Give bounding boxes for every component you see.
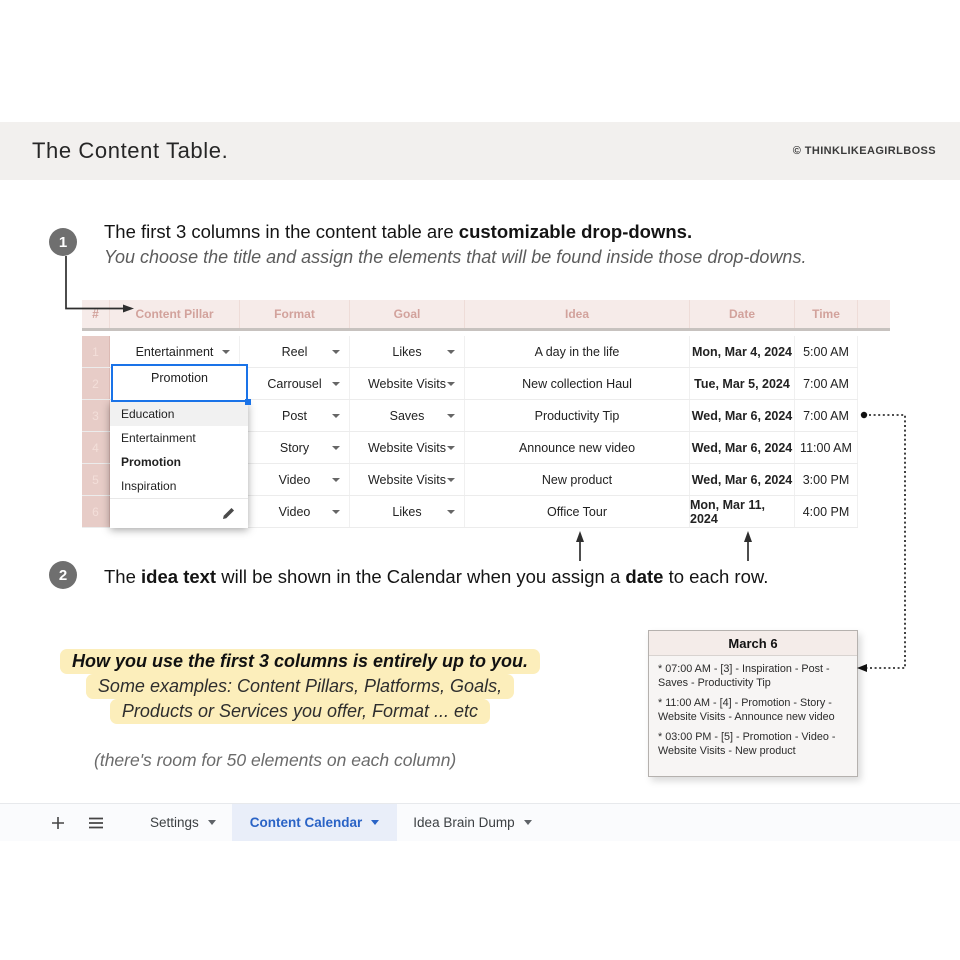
dropdown-option-entertainment[interactable]: Entertainment [121, 431, 196, 445]
caret-down-icon [332, 446, 340, 450]
row-number-cell: 4 [82, 432, 110, 463]
header-cell-number: # [82, 300, 110, 328]
time-cell[interactable]: 5:00 AM [795, 336, 858, 367]
plus-icon [51, 816, 65, 830]
cell-text: Story [279, 440, 310, 455]
idea-cell[interactable]: Announce new video [465, 432, 690, 463]
cell-text: Saves [389, 408, 425, 423]
caret-down-icon [447, 446, 455, 450]
step-2-part3: to each row. [663, 566, 769, 587]
tab-label: Settings [150, 815, 199, 830]
header-band [0, 122, 960, 180]
sheet-tabbar [0, 803, 960, 841]
time-cell[interactable]: 3:00 PM [795, 464, 858, 495]
time-cell[interactable]: 4:00 PM [795, 496, 858, 527]
capacity-note: (there's room for 50 elements on each column) [94, 750, 457, 770]
dropdown-option-education[interactable]: Education [110, 402, 248, 426]
highlight-line-1: How you use the first 3 columns is entirely up to you. [60, 649, 540, 674]
calendar-date-title: March 6 [649, 631, 857, 656]
dropdown-edit-row[interactable] [110, 498, 248, 528]
highlight-line-3: Products or Services you offer, Format ... etc [110, 699, 490, 724]
page-title: The Content Table. [32, 138, 229, 163]
caret-down-icon [332, 510, 340, 514]
format-cell[interactable] [240, 368, 350, 399]
idea-cell[interactable]: Office Tour [465, 496, 690, 527]
cell-text: Carrousel [267, 376, 322, 391]
header-cell-content-pillar: Content Pillar [110, 300, 240, 328]
pencil-icon [221, 506, 236, 521]
row-number-cell: 3 [82, 400, 110, 431]
dropdown-option-promotion[interactable]: Promotion [121, 455, 181, 469]
step-1-text [104, 221, 692, 243]
idea-cell[interactable]: New product [465, 464, 690, 495]
header-cell-extra [858, 300, 890, 328]
time-cell[interactable]: 7:00 AM [795, 368, 858, 399]
time-cell[interactable]: 7:00 AM [795, 400, 858, 431]
caret-down-icon [447, 350, 455, 354]
format-cell[interactable] [240, 464, 350, 495]
cell-text: Video [278, 504, 311, 519]
cell-text: Likes [392, 344, 422, 359]
header-cell-date: Date [690, 300, 795, 328]
format-cell[interactable] [240, 432, 350, 463]
goal-cell[interactable] [350, 496, 465, 527]
caret-down-icon [332, 414, 340, 418]
cell-text: Website Visits [367, 472, 447, 487]
format-cell[interactable] [240, 336, 350, 367]
add-sheet-button[interactable] [46, 811, 70, 835]
format-cell[interactable] [240, 496, 350, 527]
dropdown-selected-cell[interactable]: Promotion [111, 364, 248, 402]
step-1-text-bold: customizable drop-downs. [458, 221, 693, 242]
goal-cell[interactable] [350, 336, 465, 367]
goal-cell[interactable] [350, 432, 465, 463]
calendar-entry: * 07:00 AM - [3] - Inspiration - Post - Saves - Productivity Tip [658, 663, 830, 689]
step-1-subtext: You choose the title and assign the elements that will be found inside those drop-downs. [104, 247, 807, 267]
date-cell[interactable]: Wed, Mar 6, 2024 [690, 464, 795, 495]
step-2-badge: 2 [49, 561, 77, 589]
header-cell-time: Time [795, 300, 858, 328]
step-2-part2: will be shown in the Calendar when you assign a [216, 566, 626, 587]
caret-down-icon [371, 820, 379, 825]
cell-text: Video [278, 472, 311, 487]
all-sheets-menu-button[interactable] [84, 811, 108, 835]
caret-down-icon [447, 414, 455, 418]
format-cell[interactable] [240, 400, 350, 431]
table-header-row [82, 300, 890, 328]
goal-cell[interactable] [350, 400, 465, 431]
header-cell-format: Format [240, 300, 350, 328]
caret-down-icon [524, 820, 532, 825]
date-cell[interactable]: Wed, Mar 6, 2024 [690, 400, 795, 431]
step-1-badge: 1 [49, 228, 77, 256]
cell-text: Reel [281, 344, 308, 359]
caret-down-icon [447, 510, 455, 514]
cell-text: Entertainment [135, 344, 214, 359]
cell-text: Website Visits [367, 376, 447, 391]
cell-text: Likes [392, 504, 422, 519]
caret-down-icon [332, 350, 340, 354]
goal-cell[interactable] [350, 464, 465, 495]
caret-down-icon [208, 820, 216, 825]
idea-cell[interactable]: Productivity Tip [465, 400, 690, 431]
row-number-cell: 2 [82, 368, 110, 399]
hamburger-icon [88, 817, 104, 829]
date-cell[interactable]: Mon, Mar 4, 2024 [690, 336, 795, 367]
date-cell[interactable]: Tue, Mar 5, 2024 [690, 368, 795, 399]
step-1-text-normal: The first 3 columns in the content table are [104, 221, 459, 242]
dropdown-option-inspiration[interactable]: Inspiration [121, 479, 177, 493]
table-header-shadow [82, 328, 890, 331]
row-number-cell: 6 [82, 496, 110, 527]
dropdown-options-panel [110, 402, 248, 528]
sheet-tab-content-calendar[interactable] [232, 804, 398, 841]
step-2-part1: The [104, 566, 142, 587]
sheet-tab-idea-brain-dump[interactable] [397, 804, 547, 841]
row-number-cell: 1 [82, 336, 110, 367]
tab-label: Idea Brain Dump [413, 815, 515, 830]
idea-cell[interactable]: A day in the life [465, 336, 690, 367]
header-cell-goal: Goal [350, 300, 465, 328]
date-cell[interactable]: Wed, Mar 6, 2024 [690, 432, 795, 463]
idea-cell[interactable]: New collection Haul [465, 368, 690, 399]
sheet-tab-settings[interactable] [134, 804, 232, 841]
time-cell[interactable]: 11:00 AM [795, 432, 858, 463]
caret-down-icon [222, 350, 230, 354]
tab-label: Content Calendar [249, 815, 363, 830]
row-number-cell: 5 [82, 464, 110, 495]
cell-text: Website Visits [367, 440, 447, 455]
highlight-line-2: Some examples: Content Pillars, Platforms, Goals, [86, 674, 514, 699]
highlight-note [40, 649, 560, 724]
caret-down-icon [332, 478, 340, 482]
step-2-bold2: date [625, 566, 664, 587]
calendar-entry: * 03:00 PM - [5] - Promotion - Video - Website Visits - New product [658, 731, 836, 757]
step-2-bold1: idea text [141, 566, 217, 587]
pillar-cell[interactable] [110, 336, 240, 367]
calendar-entry: * 11:00 AM - [4] - Promotion - Story - Website Visits - Announce new video [658, 697, 835, 723]
cell-text: Post [281, 408, 307, 423]
caret-down-icon [332, 382, 340, 386]
goal-cell[interactable] [350, 368, 465, 399]
calendar-preview-box [648, 630, 858, 777]
copyright-text: © THINKLIKEAGIRLBOSS [792, 145, 936, 157]
date-cell[interactable]: Mon, Mar 11, 2024 [690, 496, 795, 527]
caret-down-icon [447, 478, 455, 482]
caret-down-icon [447, 382, 455, 386]
step-2-text [104, 566, 768, 588]
header-cell-idea: Idea [465, 300, 690, 328]
selection-fill-handle[interactable] [245, 399, 251, 405]
